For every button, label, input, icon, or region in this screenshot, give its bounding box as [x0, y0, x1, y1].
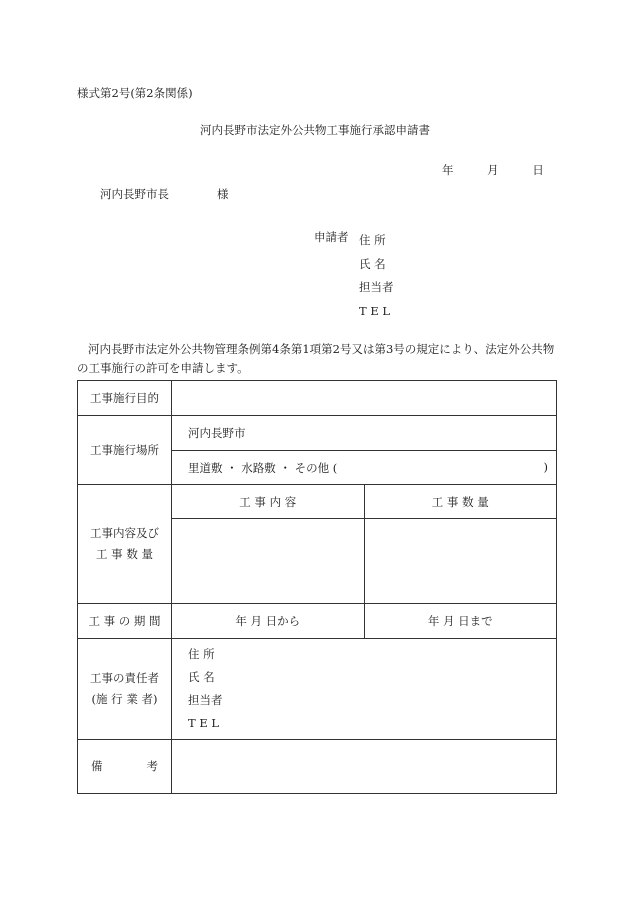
purpose-row [78, 381, 557, 416]
place-label: 工事施行場所 [78, 416, 172, 485]
period-label: 工 事 の 期 間 [78, 604, 172, 639]
responsible-label [78, 639, 172, 740]
date-line [442, 162, 544, 178]
period-from[interactable]: 年 月 日から [172, 604, 365, 639]
content-label-line2: 工 事 数 量 [96, 547, 153, 561]
applicant-contact-label: 担当者 [359, 280, 394, 294]
applicant-address-label: 住 所 [359, 233, 386, 247]
place-types: 里道敷 ・ 水路敷 ・ その他 ( [188, 460, 338, 475]
responsible-tel-label: T E L [188, 716, 220, 730]
place-type-field[interactable] [172, 451, 557, 485]
place-close-paren: ) [543, 459, 548, 474]
responsible-label-line2: (施 行 業 者) [91, 692, 158, 706]
applicant-name-label: 氏 名 [359, 256, 386, 271]
period-row [78, 604, 557, 639]
remarks-row [78, 740, 557, 794]
purpose-label: 工事施行目的 [78, 381, 172, 416]
content-label-line1: 工事内容及び [90, 526, 159, 540]
purpose-field[interactable] [172, 381, 557, 416]
intro-paragraph: 河内長野市法定外公共物管理条例第4条第1項第2号又は第3号の規定により、法定外公共物の工事施行の許可を申請します。 [77, 342, 555, 375]
addressee-name: 河内長野市長 [100, 187, 169, 201]
content-header: 工 事 内 容 [172, 485, 365, 519]
date-day: 日 [532, 163, 544, 177]
addressee-honorific: 様 [217, 187, 229, 201]
place-row [78, 416, 557, 451]
date-year: 年 [442, 163, 454, 177]
place-city[interactable]: 河内長野市 [172, 416, 557, 451]
responsible-row [78, 639, 557, 740]
content-field[interactable] [172, 519, 365, 604]
responsible-label-line1: 工事の責任者 [90, 671, 159, 685]
applicant-tel-label: T E L [359, 303, 391, 318]
remarks-label-b: 考 [146, 759, 158, 773]
responsible-address-label: 住 所 [188, 647, 215, 661]
remarks-label-a: 備 [91, 759, 103, 773]
responsible-field[interactable] [172, 639, 557, 740]
quantity-field[interactable] [364, 519, 557, 604]
responsible-name-label: 氏 名 [188, 670, 215, 684]
applicant-label: 申請者 [314, 230, 349, 244]
applicant-fields [359, 229, 394, 323]
date-month: 月 [487, 163, 499, 177]
period-to[interactable]: 年 月 日まで [364, 604, 557, 639]
form-number: 様式第2号(第2条関係) [77, 86, 193, 100]
application-table [77, 380, 557, 794]
addressee [100, 186, 229, 202]
responsible-contact-label: 担当者 [188, 693, 223, 707]
remarks-label [78, 740, 172, 794]
content-header-row [78, 485, 557, 519]
remarks-field[interactable] [172, 740, 557, 794]
content-label [78, 485, 172, 604]
document-title: 河内長野市法定外公共物工事施行承認申請書 [200, 123, 430, 137]
quantity-header: 工 事 数 量 [364, 485, 557, 519]
